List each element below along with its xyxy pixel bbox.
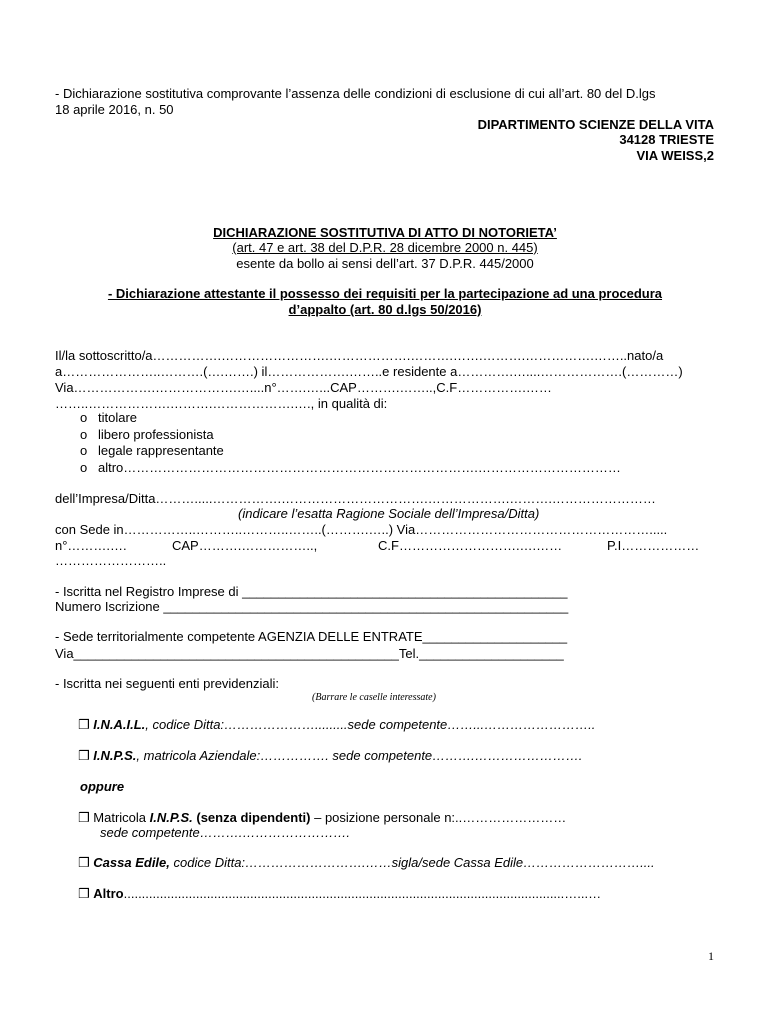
quality-label: legale rappresentante xyxy=(98,443,224,458)
oppure-label: oppure xyxy=(80,779,125,794)
cassa-edile-label: Cassa Edile, xyxy=(93,855,170,870)
quality-option-titolare[interactable] xyxy=(80,410,137,426)
enti-previdenziali-heading: - Iscritta nei seguenti enti previdenziali: xyxy=(55,676,280,691)
via-tel-line[interactable]: Via_____________________________________________Tel.____________________ xyxy=(55,646,564,661)
checkbox-icon[interactable]: ❒ xyxy=(78,886,90,901)
birth-residence-line[interactable]: a…………………..……….(….…….) il……………….……..e residente a………….…....……………….(…………) xyxy=(55,364,683,379)
altro-field: ..........................................................................................................................…...… xyxy=(123,886,602,901)
address-city: 34128 TRIESTE xyxy=(619,132,714,147)
impresa-line[interactable]: dell’Impresa/Ditta……….....…………….…………………………….……………….……….…………………… xyxy=(55,491,656,506)
pi-field[interactable]: P.I……………… xyxy=(607,538,700,553)
checkbox-icon[interactable]: ❒ xyxy=(78,748,90,763)
cf-field[interactable]: C.F……………………….….…… xyxy=(378,538,563,553)
subtitle-line-2: d’appalto (art. 80 d.lgs 50/2016) xyxy=(288,302,482,317)
inps-label: I.N.P.S. xyxy=(93,748,137,763)
quality-option-professionista[interactable] xyxy=(80,427,214,443)
cap-field[interactable]: CAP……….…………….., xyxy=(172,538,318,553)
senza-dipendenti-label: (senza dipendenti) xyxy=(192,810,311,825)
document-title: DICHIARAZIONE SOSTITUTIVA DI ATTO DI NOTORIETA’ xyxy=(213,225,557,240)
inps-fields: , matricola Aziendale:……………. sede competente……….……………………. xyxy=(136,748,583,763)
posizione-personale-field: – posizione personale n:..…………………… xyxy=(310,810,567,825)
inail-fields: , codice Ditta:………………….........sede competente……...…………………….. xyxy=(145,717,596,732)
bullet-icon: o xyxy=(80,443,88,458)
cassa-edile-fields: codice Ditta:……………………….……sigla/sede Cassa Edile……………………….... xyxy=(169,855,655,870)
quality-label: libero professionista xyxy=(98,427,214,442)
legal-reference: (art. 47 e art. 38 del D.P.R. 28 dicembre 2000 n. 445) xyxy=(232,240,538,255)
quality-option-altro[interactable] xyxy=(80,460,621,476)
option-matricola-inps[interactable] xyxy=(78,810,566,826)
impresa-note: (indicare l’esatta Ragione Sociale dell’Impresa/Ditta) xyxy=(238,506,540,521)
quality-label: altro……………………………………………………………………….…………………………… xyxy=(98,460,621,475)
bollo-note: esente da bollo ai sensi dell’art. 37 D.P.R. 445/2000 xyxy=(236,256,534,271)
matricola-inps-label: I.N.P.S. xyxy=(149,810,193,825)
altro-label: Altro xyxy=(93,886,124,901)
address-cf-line[interactable]: Via……………….……………….…....n°…….…...CAP……….……..,C.F…………….…… xyxy=(55,380,552,395)
qualita-line[interactable]: ……..……………….……….……………….…., in qualità di: xyxy=(55,396,388,411)
agenzia-entrate-line[interactable]: - Sede territorialmente competente AGENZIA DELLE ENTRATE____________________ xyxy=(55,629,568,644)
registro-imprese-line[interactable]: - Iscritta nel Registro Imprese di _____________________________________________ xyxy=(55,584,568,599)
address-department: DIPARTIMENTO SCIENZE DELLA VITA xyxy=(477,117,714,132)
subtitle-line-1: - Dichiarazione attestante il possesso dei requisiti per la partecipazione ad una procedura xyxy=(107,286,663,301)
matricola-text: Matricola xyxy=(93,810,150,825)
quality-option-legale[interactable] xyxy=(80,443,224,459)
address-street: VIA WEISS,2 xyxy=(636,148,714,163)
checkbox-icon[interactable]: ❒ xyxy=(78,810,90,825)
quality-label: titolare xyxy=(98,410,138,425)
option-altro[interactable] xyxy=(78,886,601,902)
sottoscritto-line[interactable]: Il/la sottoscritto/a…………….…………………….……………….……….…….……….…………….……..nato/a xyxy=(55,348,664,363)
inail-label: I.N.A.I.L. xyxy=(93,717,146,732)
numero-iscrizione-line[interactable]: Numero Iscrizione ________________________________________________________ xyxy=(55,599,569,614)
page-number: 1 xyxy=(708,949,714,963)
barrare-note: (Barrare le caselle interessate) xyxy=(312,692,436,703)
checkbox-icon[interactable]: ❒ xyxy=(78,855,90,870)
checkbox-icon[interactable]: ❒ xyxy=(78,717,90,732)
option-cassa-edile[interactable] xyxy=(78,855,655,871)
bullet-icon: o xyxy=(80,460,88,475)
numero-civico-field[interactable]: n°……….…. xyxy=(55,538,127,553)
intro-line-2: 18 aprile 2016, n. 50 xyxy=(55,102,174,117)
sede-line[interactable]: con Sede in……………..………..………..……..(……….…..) Via………………………………………………..... xyxy=(55,522,668,537)
bullet-icon: o xyxy=(80,427,88,442)
option-inail[interactable] xyxy=(78,717,595,733)
bullet-icon: o xyxy=(80,410,88,425)
option-inps[interactable] xyxy=(78,748,582,764)
continuation-line[interactable]: …………………….. xyxy=(55,553,167,568)
matricola-sede-field[interactable]: sede competente……….……………………. xyxy=(100,825,350,840)
intro-line-1: - Dichiarazione sostitutiva comprovante l’assenza delle condizioni di esclusione di cui all’art. 80 del D.lgs xyxy=(55,86,656,101)
